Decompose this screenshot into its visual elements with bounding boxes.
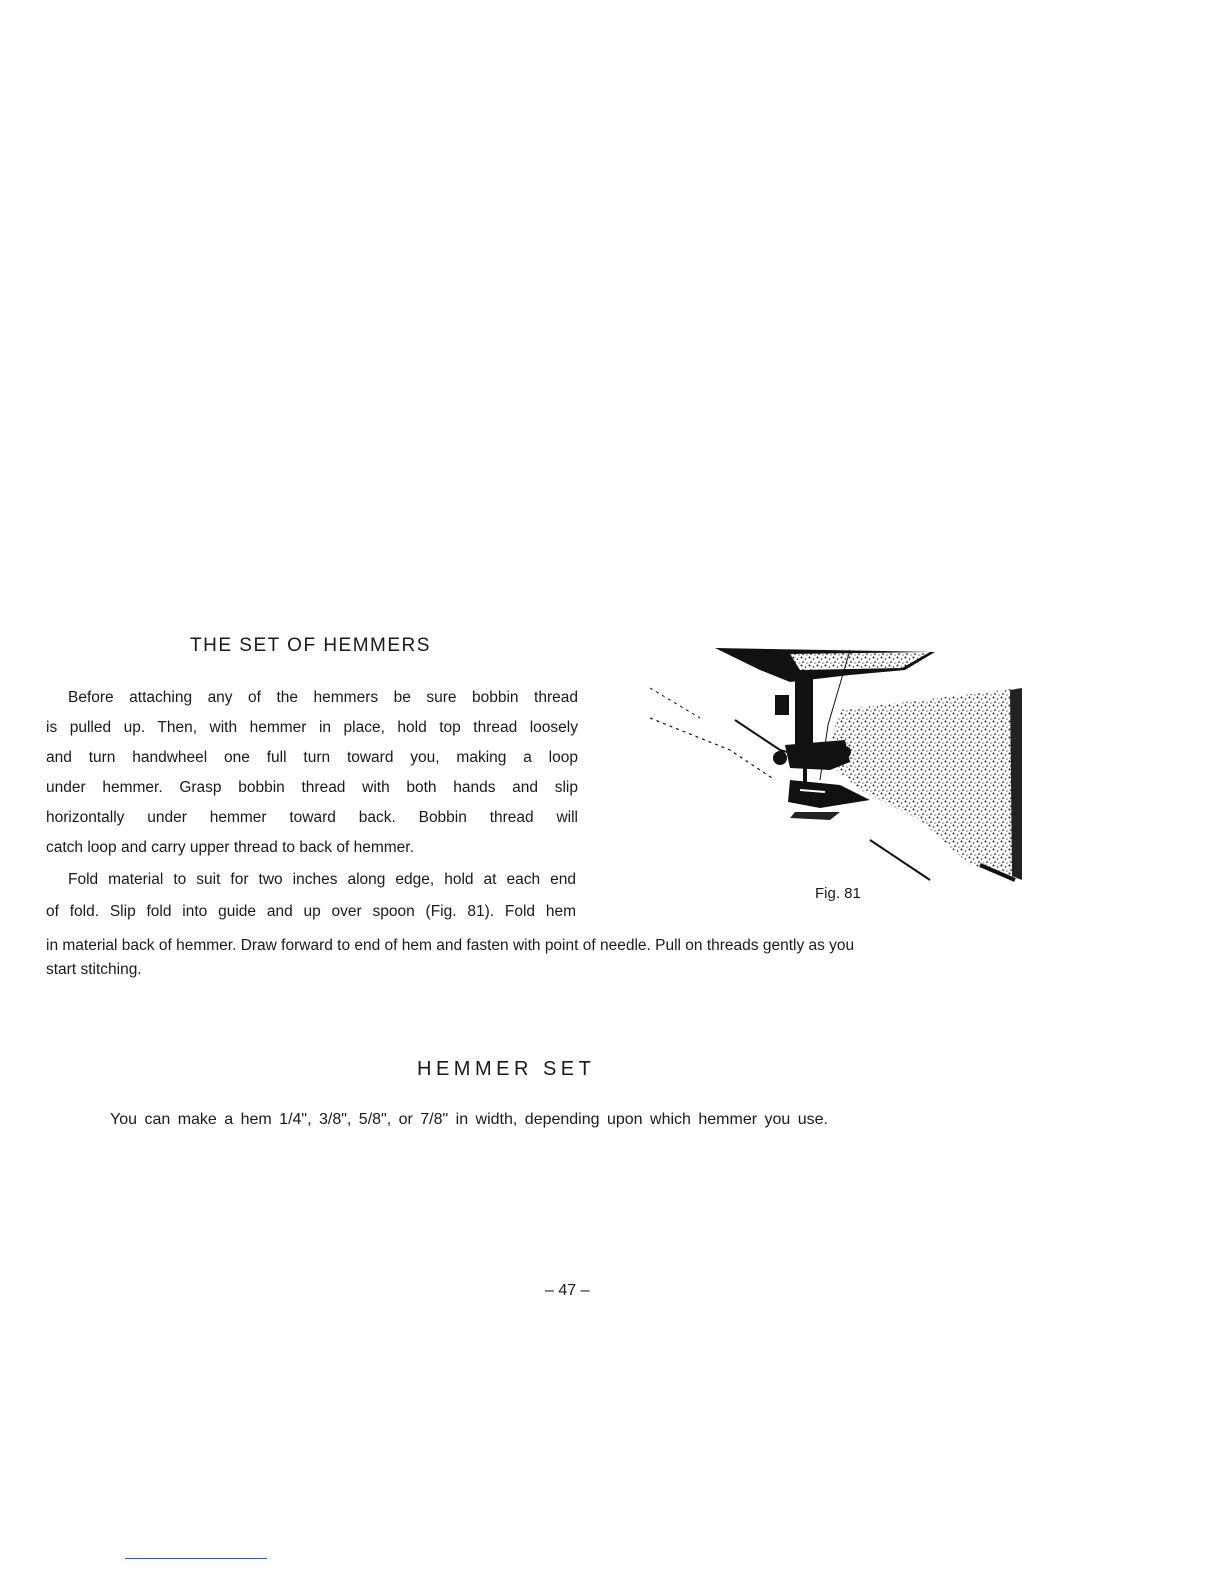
paragraph-line: start stitching.	[46, 961, 142, 978]
paragraph-line: catch loop and carry upper thread to back of hemmer.	[46, 839, 414, 856]
page-number: – 47 –	[545, 1282, 590, 1299]
hemmer-set-description: You can make a hem 1/4", 3/8", 5/8", or 7/8" in width, depending upon which hemmer you use.	[110, 1111, 828, 1128]
figure-81-hemmer-illustration	[640, 640, 1030, 885]
paragraph-line: is pulled up. Then, with hemmer in place, hold top thread loosely	[46, 719, 578, 736]
section-title-set-of-hemmers: THE SET OF HEMMERS	[190, 635, 431, 656]
paragraph-line: horizontally under hemmer toward back. Bobbin thread will	[46, 809, 578, 826]
hemmer-foot-illustration	[640, 640, 1030, 885]
section-title-hemmer-set: HEMMER SET	[417, 1058, 596, 1080]
footer-rule	[125, 1558, 267, 1559]
figure-caption: Fig. 81	[815, 885, 861, 902]
paragraph-line: Fold material to suit for two inches along edge, hold at each end	[68, 871, 576, 888]
paragraph-line: under hemmer. Grasp bobbin thread with both hands and slip	[46, 779, 578, 796]
paragraph-line: and turn handwheel one full turn toward you, making a loop	[46, 749, 578, 766]
paragraph-line: in material back of hemmer. Draw forward to end of hem and fasten with point of needle. Pull on threads gently as you	[46, 937, 855, 954]
paragraph-line: of fold. Slip fold into guide and up over spoon (Fig. 81). Fold hem	[46, 903, 576, 920]
paragraph-line: Before attaching any of the hemmers be sure bobbin thread	[68, 689, 578, 706]
